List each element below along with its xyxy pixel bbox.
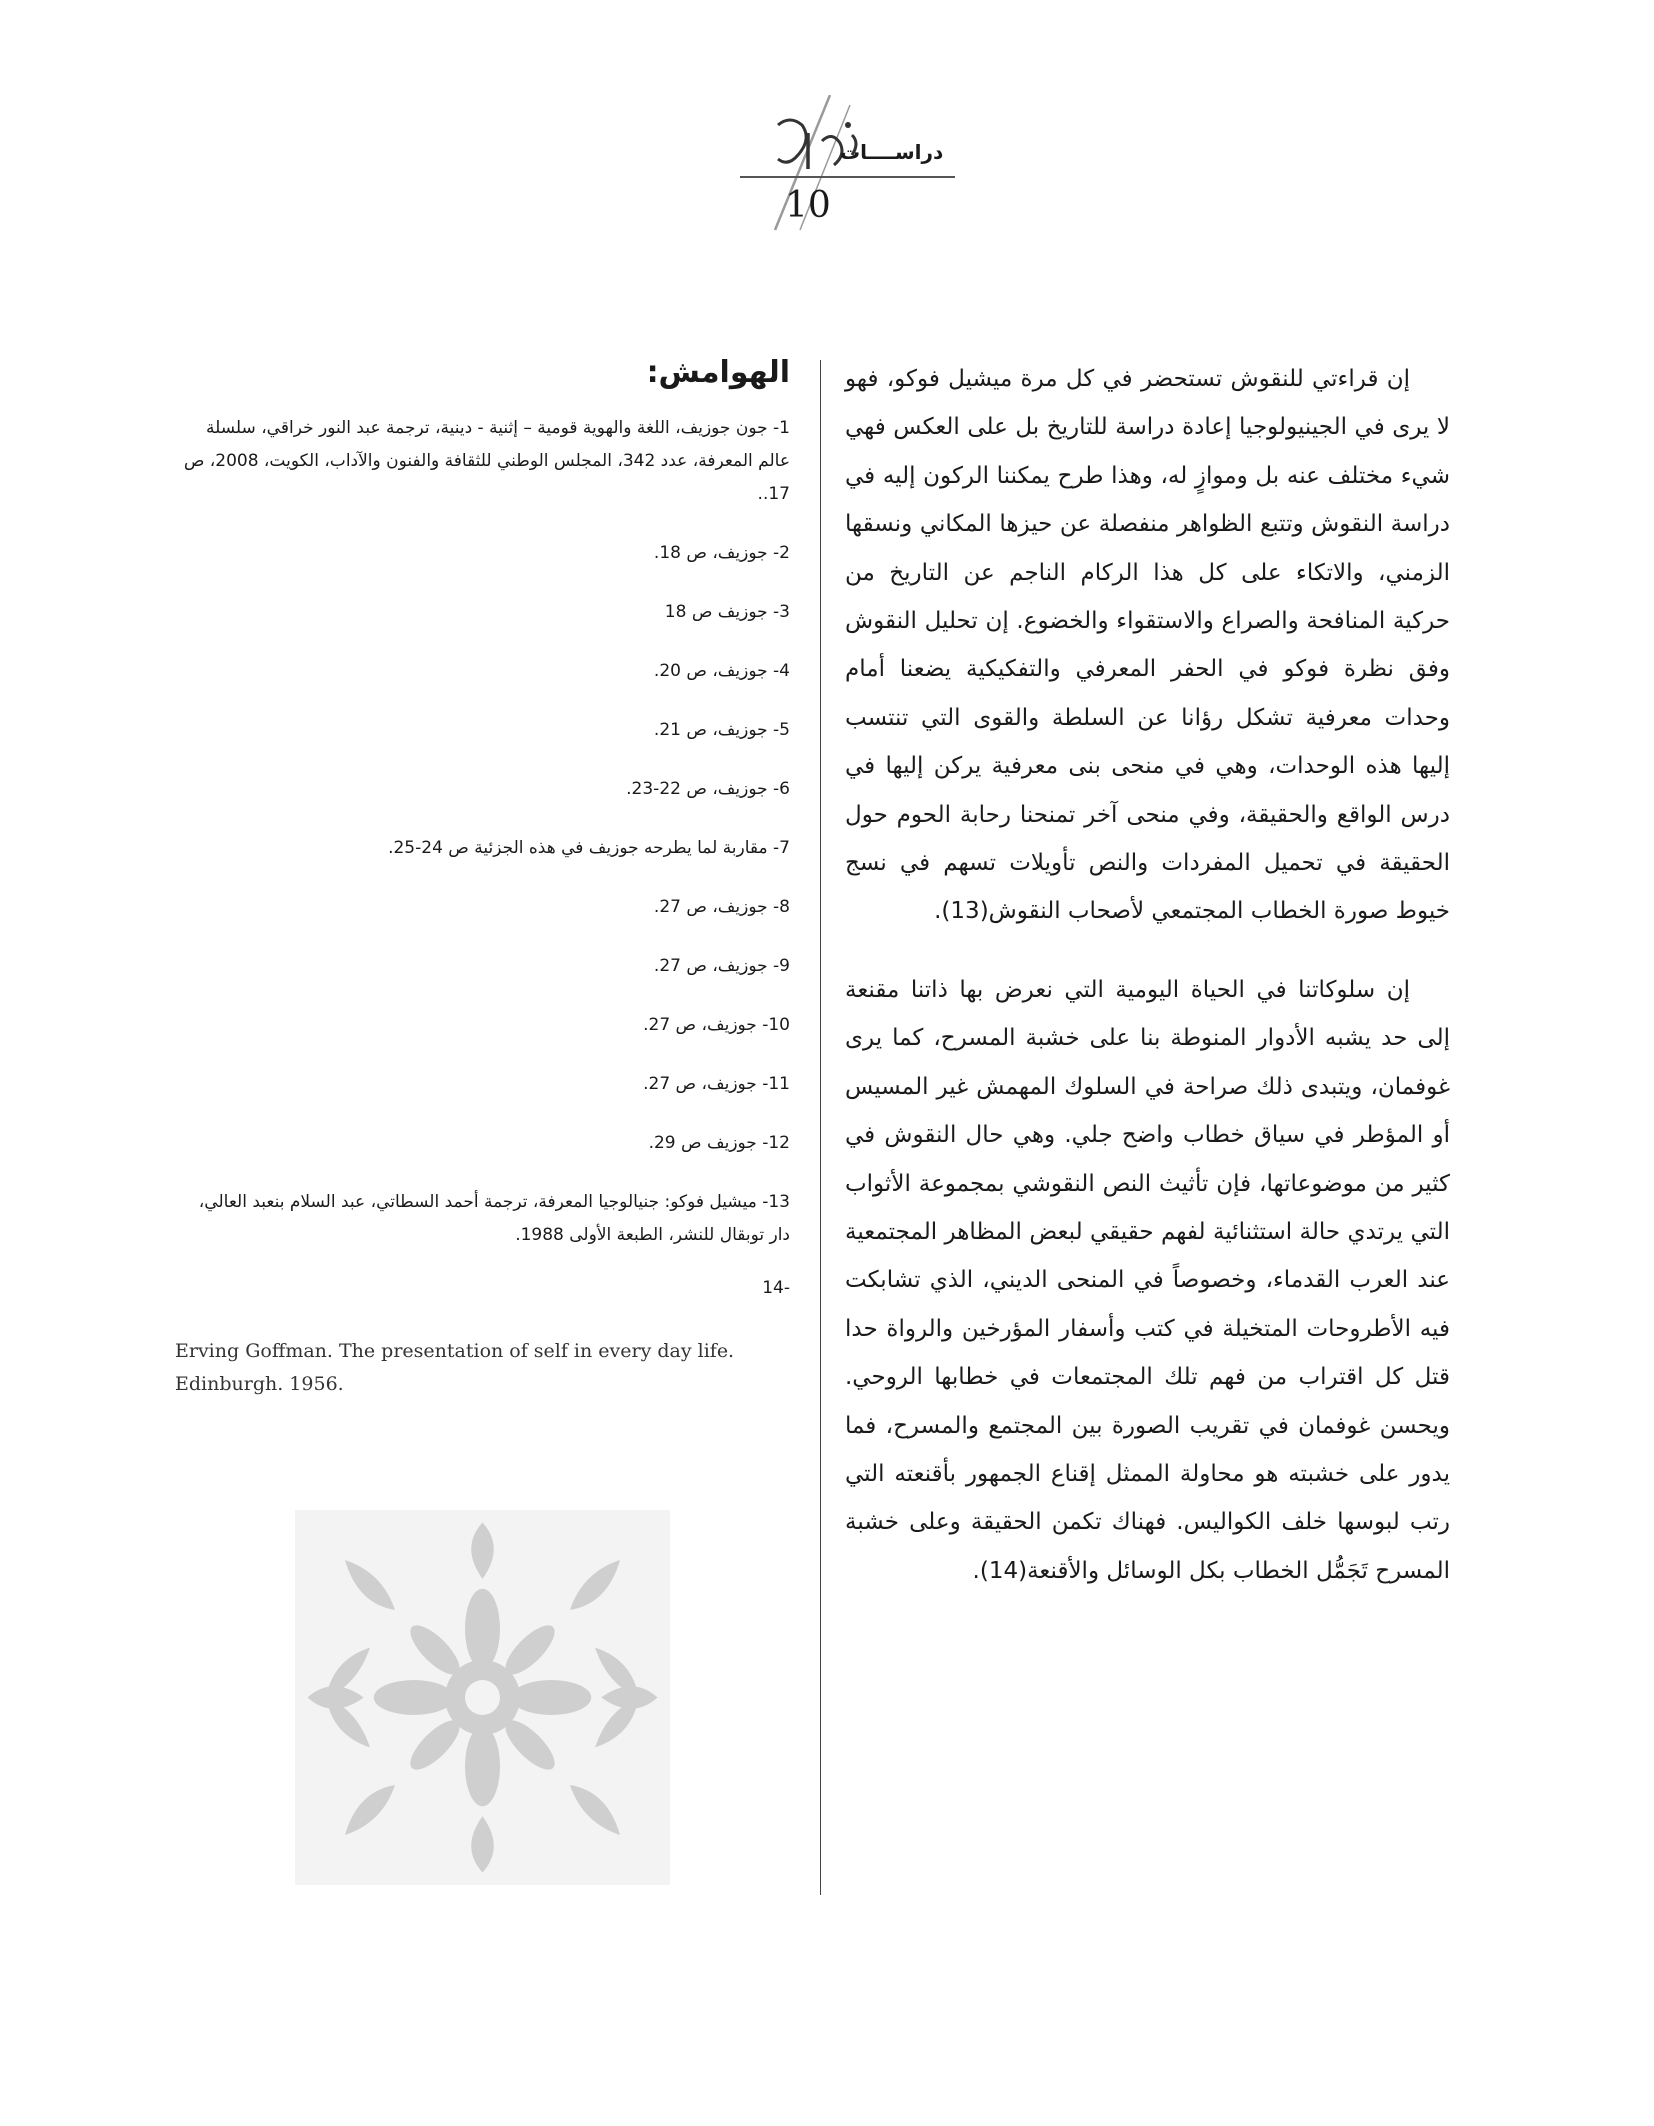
footnote-item: 5- جوزيف، ص 21. (653, 720, 790, 740)
footnote-item: 6- جوزيف، ص 22-23. (626, 779, 790, 799)
footnote-item: 3- جوزيف ص 18 (664, 602, 790, 622)
footnote-list (175, 412, 790, 1305)
footnote-item: 4- جوزيف، ص 20. (653, 661, 790, 681)
footnotes (175, 355, 790, 1401)
footnote-item: 2- جوزيف، ص 18. (653, 543, 790, 563)
paragraph: إن قراءتي للنقوش تستحضر في كل مرة ميشيل فوكو، فهو لا يرى في الجينيولوجيا إعادة دراسة للتاريخ بل على العكس فهي شيء مختلف عنه بل وموازٍ له، وهذا طرح يمكننا الركون إليه في دراسة النقوش وتتبع الظواهر منفصلة عن حيزها المكاني ونسقها الزمني، والاتكاء على كل هذا الركام الناجم عن التاريخ من حركية المنافحة والصراع والاستقواء والخضوع. إن تحليل النقوش وفق نظرة فوكو في الحفر المعرفي والتفكيكية يضعنا أمام وحدات معرفية تشكل رؤانا عن السلطة والقوى التي تنتسب إليها هذه الوحدات، وهي في منحى بنى معرفية يركن إليها في درس الواقع والحقيقة، وفي منحى آخر تمنحنا رحابة الحوم حول الحقيقة في تحميل المفردات والنص تأويلات تسهم في نسج خيوط صورة الخطاب المجتمعي لأصحاب النقوش(13). (845, 366, 1450, 925)
page-number: 10 (785, 185, 831, 226)
column-divider (820, 360, 821, 1895)
footnote-item: -14 (762, 1278, 790, 1298)
footnote-item: 8- جوزيف، ص 27. (653, 897, 790, 917)
footnote-item: 1- جون جوزيف، اللغة والهوية قومية – إثنية - دينية، ترجمة عبد النور خراقي، سلسلة عالم المعرفة، عدد 342، المجلس الوطني للثقافة والفنون والآداب، الكويت، 2008، ص 17.. (183, 418, 790, 504)
page-header (0, 0, 1654, 240)
footnotes-title: الهوامش: (646, 355, 790, 390)
floral-ornament-icon (295, 1510, 670, 1885)
footnote-item: 11- جوزيف، ص 27. (643, 1074, 790, 1094)
footnote-item: 13- ميشيل فوكو: جنيالوجيا المعرفة، ترجمة أحمد السطاتي، عبد السلام بنعبد العالي، دار توبقال للنشر، الطبعة الأولى 1988. (198, 1192, 790, 1245)
footnote-item: 12- جوزيف ص 29. (648, 1133, 790, 1153)
section-label: دراســــات (840, 140, 944, 164)
main-article (845, 355, 1450, 1595)
footnote-item: 10- جوزيف، ص 27. (643, 1015, 790, 1035)
english-reference: Erving Goffman. The presentation of self in every day life. Edinburgh. 1956. (175, 1340, 735, 1395)
footnote-item: 9- جوزيف، ص 27. (653, 956, 790, 976)
paragraph: إن سلوكاتنا في الحياة اليومية التي نعرض بها ذاتنا مقنعة إلى حد يشبه الأدوار المنوطة بنا على خشبة المسرح، كما يرى غوفمان، ويتبدى ذلك صراحة في السلوك المهمش غير المسيس أو المؤطر في سياق خطاب واضح جلي. وهي حال النقوش في كثير من موضوعاتها، فإن تأثيث النص النقوشي بمجموعة الأثواب التي يرتدي حالة استثنائية لفهم حقيقي لبعض المظاهر المجتمعية عند العرب القدماء، وخصوصاً في المنحى الديني، الذي تشابكت فيه الأطروحات المتخيلة في كتب وأسفار المؤرخين والرواة حدا قتل كل اقتراب من فهم تلك المجتمعات في خطابها الروحي. ويحسن غوفمان في تقريب الصورة بين المجتمع والمسرح، فما يدور على خشبته هو محاولة الممثل إقناع الجمهور بأقنعته التي رتب لبوسها خلف الكواليس. فهناك تكمن الحقيقة وعلى خشبة المسرح تَجَمُّل الخطاب بكل الوسائل والأقنعة(14). (845, 976, 1450, 1584)
footnote-item: 7- مقاربة لما يطرحه جوزيف في هذه الجزئية ص 24-25. (388, 838, 790, 858)
